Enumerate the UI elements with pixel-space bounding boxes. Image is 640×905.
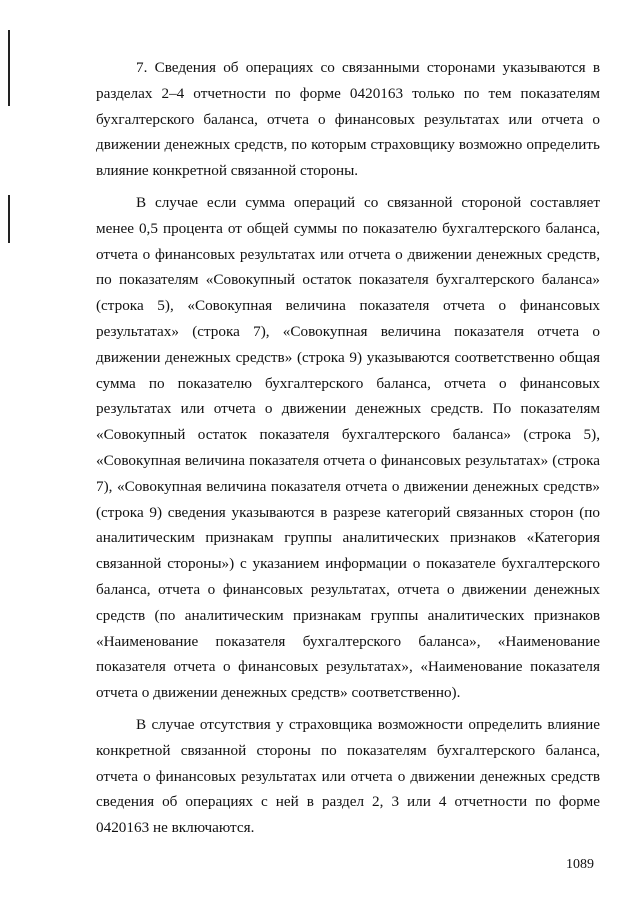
paragraph-1: 7. Сведения об операциях со связанными сторонами указываются в разделах 2–4 отчетности по форме 0420163 только по тем показателям бухгалтерского баланса, отчета о финансовых результатах или отчета о движении денежных средств, по которым страховщику возможно определить влияние конкретной связанной стороны. <box>96 59 600 180</box>
margin-change-bar <box>8 30 10 106</box>
paragraph-2: В случае если сумма операций со связанной стороной составляет менее 0,5 процента от общей суммы по показателю бухгалтерского баланса, отчета о финансовых результатах или отчета о движении денежных средств, по показателям «Совокупный остаток показателя бухгалтерского баланса» (строка 5), «Совокупная величина показателя отчета о финансовых результатах» (строка 7), «Совокупная величина показателя отчета о движении денежных средств» (строка 9) указываются соответственно общая сумма по показателю бухгалтерского баланса, отчета о финансовых результатах или отчета о движении денежных средств. По показателям «Совокупный остаток показателя бухгалтерского баланса» (строка 5), «Совокупная величина показателя отчета о финансовых результатах» (строка 7), «Совокупная величина показателя отчета о движении денежных средств» (строка 9) сведения указываются в разрезе категорий связанных сторон (по аналитическим признакам группы аналитических признаков «Категория связанной стороны») с указанием информации о показателе бухгалтерского баланса, отчета о финансовых результатах, отчета о движении денежных средств (по аналитическим признакам группы аналитических признаков «Наименование показателя бухгалтерского баланса», «Наименование показателя отчета о финансовых результатах», «Наименование показателя отчета о движении денежных средств» соответственно). <box>96 193 600 702</box>
paragraph-3: В случае отсутствия у страховщика возможности определить влияние конкретной связанной стороны по показателям бухгалтерского баланса, отчета о финансовых результатах или отчета о движении денежных средств сведения об операциях с ней в раздел 2, 3 или 4 отчетности по форме 0420163 не включаются. <box>96 715 600 837</box>
margin-change-bar <box>8 195 10 243</box>
page-number: 1089 <box>566 857 594 872</box>
document-body <box>96 55 600 847</box>
